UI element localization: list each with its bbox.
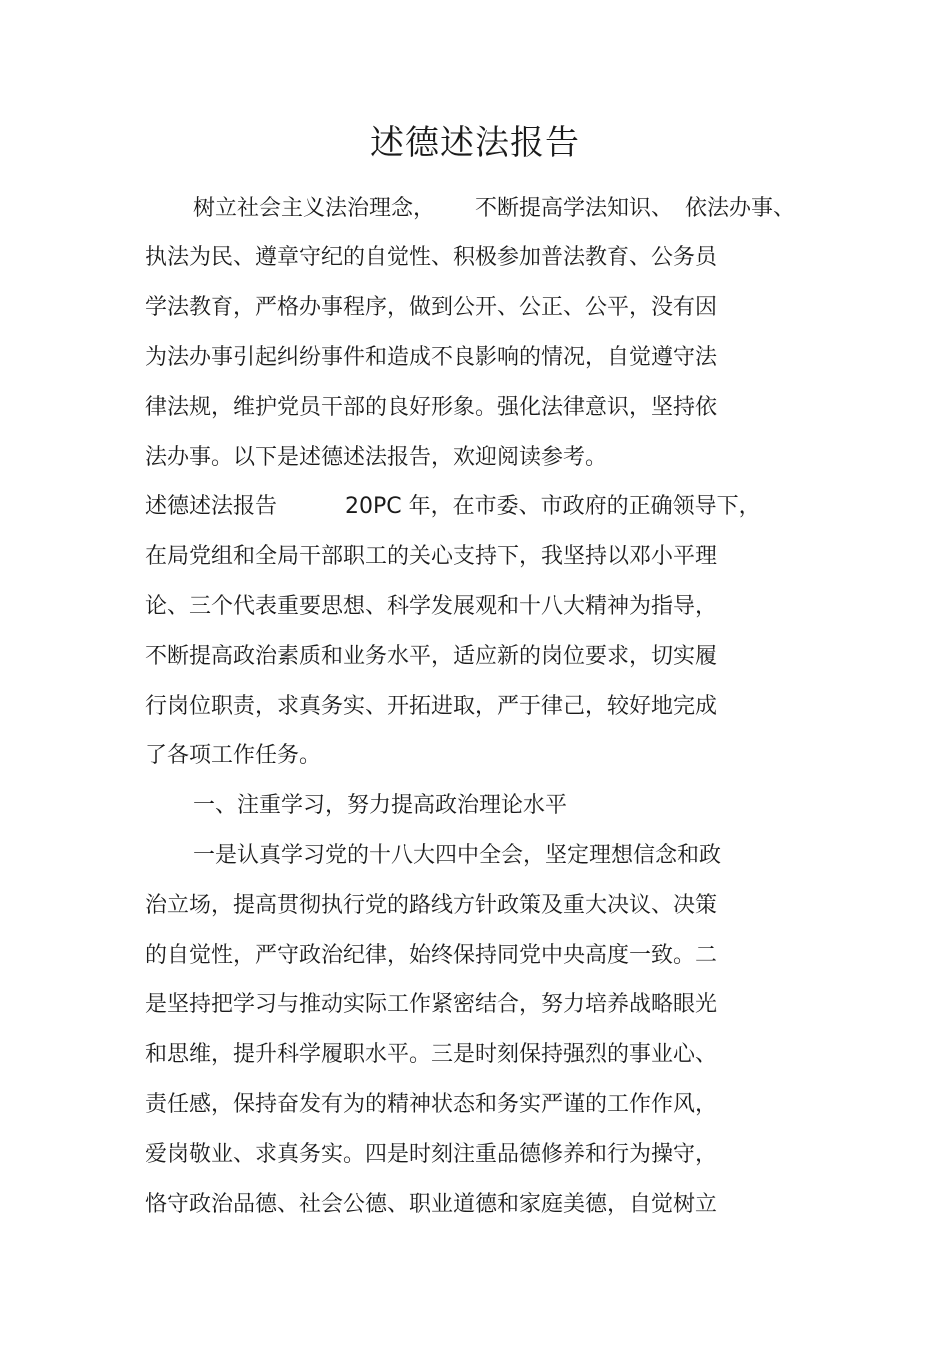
paragraph-line: 执法为民、遵章守纪的自觉性、积极参加普法教育、公务员 — [145, 245, 718, 270]
paragraph-line: 的自觉性，严守政治纪律，始终保持同党中央高度一致。二 — [145, 943, 718, 968]
paragraph-line: 和思维，提升科学履职水平。三是时刻保持强烈的事业心、 — [145, 1042, 718, 1067]
text-run: 不断提高学法知识、 — [475, 196, 674, 221]
paragraph-line — [193, 194, 795, 224]
paragraph-line: 一是认真学习党的十八大四中全会，坚定理想信念和政 — [193, 843, 722, 868]
paragraph-line: 爱岗敬业、求真务实。四是时刻注重品德修养和行为操守， — [145, 1142, 718, 1167]
paragraph-line: 论、三个代表重要思想、科学发展观和十八大精神为指导， — [145, 594, 718, 619]
text-run: 依法办事、 — [685, 196, 796, 221]
section-heading: 一、注重学习，努力提高政治理论水平 — [193, 793, 568, 818]
paragraph-line: 行岗位职责，求真务实、开拓进取，严于律己，较好地完成 — [145, 694, 718, 719]
paragraph-line: 恪守政治品德、社会公德、职业道德和家庭美德，自觉树立 — [145, 1192, 718, 1217]
paragraph-line: 学法教育，严格办事程序，做到公开、公正、公平，没有因 — [145, 295, 718, 320]
paragraph-line: 治立场，提高贯彻执行党的路线方针政策及重大决议、决策 — [145, 893, 718, 918]
paragraph-line: 责任感，保持奋发有为的精神状态和务实严谨的工作作风， — [145, 1092, 718, 1117]
paragraph-line: 法办事。以下是述德述法报告，欢迎阅读参考。 — [145, 445, 608, 470]
paragraph-line: 在局党组和全局干部职工的关心支持下，我坚持以邓小平理 — [145, 544, 718, 569]
paragraph-line: 为法办事引起纠纷事件和造成不良影响的情况，自觉遵守法 — [145, 345, 718, 370]
paragraph-line: 律法规，维护党员干部的良好形象。强化法律意识，坚持依 — [145, 395, 718, 420]
document-title: 述德述法报告 — [370, 123, 580, 163]
text-run: 述德述法报告 — [145, 494, 278, 519]
paragraph-line: 了各项工作任务。 — [145, 743, 322, 768]
paragraph-line: 不断提高政治素质和业务水平，适应新的岗位要求，切实履 — [145, 644, 718, 669]
paragraph-line — [145, 492, 761, 522]
text-run: 20PC 年，在市委、市政府的正确领导下， — [345, 494, 761, 519]
text-run: 树立社会主义法治理念， — [193, 196, 436, 221]
paragraph-line: 是坚持把学习与推动实际工作紧密结合，努力培养战略眼光 — [145, 992, 718, 1017]
